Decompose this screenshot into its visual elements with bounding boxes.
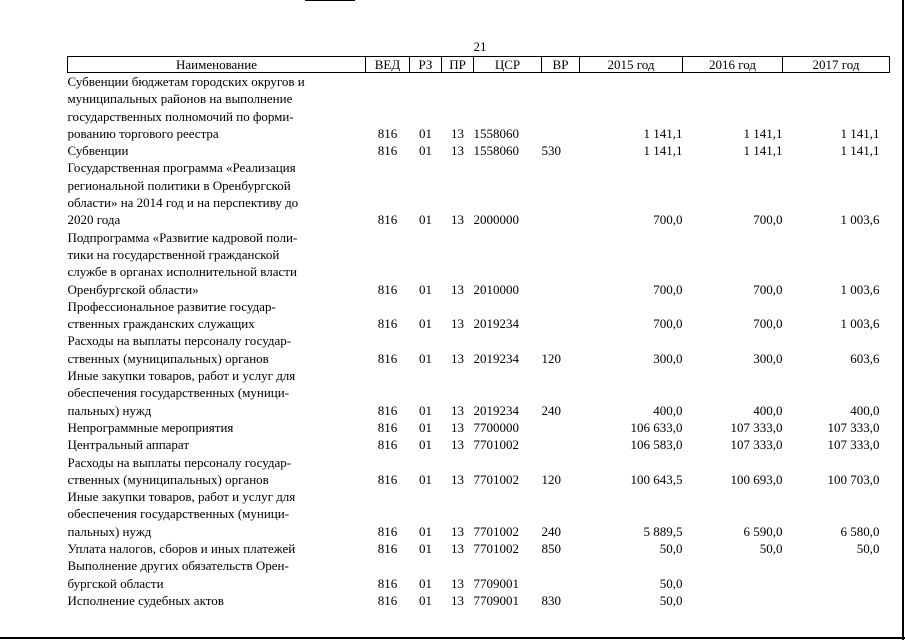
budget-table — [67, 56, 890, 609]
row-2015: 700,0 — [653, 212, 683, 228]
row-vr: 530 — [541, 143, 561, 159]
row-rz: 01 — [419, 541, 432, 557]
row-name-line: Центральный аппарат — [67, 437, 190, 453]
row-ved: 816 — [377, 143, 398, 159]
row-name-line: Иные закупки товаров, работ и услуг для — [67, 368, 296, 384]
row-name-line: рованию торгового реестра — [67, 125, 219, 141]
row-2015: 1 141,1 — [643, 143, 683, 159]
row-2017: 603,6 — [850, 350, 880, 366]
row-2017: 1 003,6 — [840, 316, 880, 332]
row-pr: 13 — [451, 125, 464, 141]
header-2016: 2016 год — [683, 57, 783, 73]
row-2017: 1 003,6 — [840, 281, 880, 297]
row-name-line: Выполнение других обязательств Орен- — [67, 558, 289, 574]
row-2015: 50,0 — [659, 592, 683, 608]
row-name — [68, 73, 366, 143]
row-name-line: Подпрограмма «Развитие кадровой поли- — [67, 229, 298, 245]
row-name-line: Исполнение судебных актов — [67, 592, 224, 608]
row-ved: 816 — [377, 471, 398, 487]
row-name-line: государственных полномочий по форми- — [67, 108, 294, 124]
row-ved: 816 — [377, 575, 398, 591]
row-name-line: Субвенции — [67, 143, 129, 159]
row-2016: 1 141,1 — [743, 125, 783, 141]
row-2016: 1 141,1 — [743, 143, 783, 159]
row-2015: 100 643,5 — [630, 471, 683, 487]
row-vr: 830 — [541, 592, 561, 608]
row-2017 — [783, 592, 890, 609]
row-2015: 700,0 — [653, 281, 683, 297]
row-rz: 01 — [419, 125, 432, 141]
row-name-line: Непрограммные мероприятия — [67, 419, 234, 435]
row-2016: 400,0 — [753, 402, 783, 418]
row-vr: 240 — [541, 523, 561, 539]
row-2017: 1 141,1 — [840, 125, 880, 141]
row-name-line: муниципальных районов на выполнение — [67, 91, 293, 107]
row-2017: 6 580,0 — [840, 523, 880, 539]
page-number: 21 — [473, 39, 487, 54]
row-pr: 13 — [451, 316, 464, 332]
header-rz: РЗ — [410, 57, 442, 73]
row-ved: 816 — [377, 350, 398, 366]
row-vr: 850 — [541, 541, 561, 557]
table-row — [68, 298, 890, 333]
row-vr — [542, 159, 580, 228]
row-vr — [542, 229, 580, 298]
row-name — [68, 298, 366, 333]
row-name-line: Профессиональное развитие государ- — [67, 298, 276, 314]
row-name-line: пальных) нужд — [67, 523, 152, 539]
row-rz: 01 — [419, 575, 432, 591]
table-row — [68, 419, 890, 436]
row-2017: 107 333,0 — [827, 437, 880, 453]
row-ved: 816 — [377, 592, 398, 608]
row-ved: 816 — [377, 281, 398, 297]
row-name — [68, 540, 366, 557]
row-pr: 13 — [451, 419, 464, 435]
row-rz: 01 — [419, 281, 432, 297]
row-vr — [542, 73, 580, 143]
row-csr: 7709001 — [473, 592, 519, 608]
row-pr: 13 — [451, 437, 464, 453]
table-row — [68, 367, 890, 419]
table-row — [68, 73, 890, 143]
row-name-line: ственных (муниципальных) органов — [67, 350, 269, 366]
row-csr: 2019234 — [473, 402, 519, 418]
row-2016: 50,0 — [759, 541, 783, 557]
row-2016: 300,0 — [753, 350, 783, 366]
row-2016: 107 333,0 — [730, 419, 783, 435]
table-row — [68, 332, 890, 367]
row-csr: 2010000 — [473, 281, 519, 297]
row-2015: 700,0 — [653, 316, 683, 332]
table-row — [68, 159, 890, 228]
table-row — [68, 557, 890, 592]
row-rz: 01 — [419, 419, 432, 435]
row-pr: 13 — [451, 541, 464, 557]
row-vr — [542, 298, 580, 333]
row-name — [68, 367, 366, 419]
row-vr — [542, 436, 580, 453]
top-rule — [305, 0, 355, 1]
header-ved: ВЕД — [366, 57, 410, 73]
row-csr: 7701002 — [473, 471, 519, 487]
row-rz: 01 — [419, 350, 432, 366]
row-ved: 816 — [377, 125, 398, 141]
row-name-line: ственных (муниципальных) органов — [67, 471, 269, 487]
row-ved: 816 — [377, 402, 398, 418]
table-row — [68, 488, 890, 540]
table-row — [68, 142, 890, 159]
row-name — [68, 332, 366, 367]
row-csr: 1558060 — [473, 125, 519, 141]
row-rz: 01 — [419, 316, 432, 332]
row-rz: 01 — [419, 212, 432, 228]
table-row — [68, 592, 890, 609]
row-rz: 01 — [419, 471, 432, 487]
row-csr: 7700000 — [473, 419, 519, 435]
row-csr: 2000000 — [473, 212, 519, 228]
row-2015: 106 583,0 — [630, 437, 683, 453]
row-2016 — [683, 557, 783, 592]
row-2017: 107 333,0 — [827, 419, 880, 435]
row-csr: 7701002 — [473, 437, 519, 453]
row-2016: 107 333,0 — [730, 437, 783, 453]
row-2017: 1 003,6 — [840, 212, 880, 228]
row-name — [68, 592, 366, 609]
header-pr: ПР — [442, 57, 474, 73]
row-2015: 106 633,0 — [630, 419, 683, 435]
row-name-line: обеспечения государственных (муници- — [67, 506, 290, 522]
row-pr: 13 — [451, 523, 464, 539]
row-2016: 700,0 — [753, 316, 783, 332]
row-pr: 13 — [451, 212, 464, 228]
row-2017: 100 703,0 — [827, 471, 880, 487]
row-vr: 120 — [541, 350, 561, 366]
row-rz: 01 — [419, 523, 432, 539]
row-name-line: Расходы на выплаты персоналу государ- — [67, 333, 292, 349]
row-name — [68, 436, 366, 453]
row-vr: 120 — [541, 471, 561, 487]
row-rz: 01 — [419, 402, 432, 418]
row-name — [68, 159, 366, 228]
row-pr: 13 — [451, 471, 464, 487]
header-vr: ВР — [542, 57, 580, 73]
row-2016 — [683, 592, 783, 609]
page-border-bottom — [0, 637, 905, 639]
header-row — [68, 57, 890, 73]
row-pr: 13 — [451, 143, 464, 159]
row-name-line: ственных гражданских служащих — [67, 316, 255, 332]
row-name-line: региональной политики в Оренбургской — [67, 177, 291, 193]
row-2015: 50,0 — [659, 541, 683, 557]
row-2015: 1 141,1 — [643, 125, 683, 141]
row-rz: 01 — [419, 437, 432, 453]
row-2016: 100 693,0 — [730, 471, 783, 487]
row-csr: 1558060 — [473, 143, 519, 159]
page-border-right — [902, 0, 904, 640]
row-name — [68, 454, 366, 489]
row-csr: 2019234 — [473, 316, 519, 332]
row-vr — [542, 557, 580, 592]
row-name-line: Субвенции бюджетам городских округов и — [67, 74, 305, 89]
row-2017: 1 141,1 — [840, 143, 880, 159]
row-pr: 13 — [451, 350, 464, 366]
row-2017: 400,0 — [850, 402, 880, 418]
row-ved: 816 — [377, 541, 398, 557]
row-name-line: службе в органах исполнительной власти — [67, 264, 297, 280]
table-row — [68, 436, 890, 453]
row-pr: 13 — [451, 575, 464, 591]
row-2016: 6 590,0 — [743, 523, 783, 539]
header-csr: ЦСР — [474, 57, 542, 73]
header-2015: 2015 год — [580, 57, 683, 73]
row-2015: 300,0 — [653, 350, 683, 366]
row-csr: 7701002 — [473, 541, 519, 557]
row-2015: 400,0 — [653, 402, 683, 418]
row-ved: 816 — [377, 523, 398, 539]
header-name: Наименование — [68, 57, 366, 73]
table-row — [68, 454, 890, 489]
row-name-line: Иные закупки товаров, работ и услуг для — [67, 489, 296, 505]
row-rz: 01 — [419, 592, 432, 608]
row-2016: 700,0 — [753, 212, 783, 228]
row-ved: 816 — [377, 419, 398, 435]
row-pr: 13 — [451, 592, 464, 608]
row-vr — [542, 419, 580, 436]
row-name — [68, 488, 366, 540]
row-csr: 2019234 — [473, 350, 519, 366]
row-2017 — [783, 557, 890, 592]
row-name-line: Расходы на выплаты персоналу государ- — [67, 454, 292, 470]
row-name-line: тики на государственной гражданской — [67, 246, 280, 262]
row-2016: 700,0 — [753, 281, 783, 297]
row-name-line: Уплата налогов, сборов и иных платежей — [67, 541, 296, 557]
row-pr: 13 — [451, 402, 464, 418]
row-ved: 816 — [377, 316, 398, 332]
table-row — [68, 229, 890, 298]
row-name-line: 2020 года — [67, 212, 121, 228]
row-name — [68, 419, 366, 436]
row-name-line: Государственная программа «Реализация — [67, 160, 296, 176]
row-2015: 5 889,5 — [643, 523, 683, 539]
row-name-line: области» на 2014 год и на перспективу до — [67, 195, 299, 211]
row-rz: 01 — [419, 143, 432, 159]
header-2017: 2017 год — [783, 57, 890, 73]
row-name — [68, 557, 366, 592]
row-name-line: бургской области — [67, 575, 164, 591]
row-ved: 816 — [377, 437, 398, 453]
row-name-line: Оренбургской области» — [67, 281, 199, 297]
row-ved: 816 — [377, 212, 398, 228]
row-name-line: обеспечения государственных (муници- — [67, 385, 290, 401]
row-vr: 240 — [541, 402, 561, 418]
row-name — [68, 142, 366, 159]
row-pr: 13 — [451, 281, 464, 297]
row-2015: 50,0 — [659, 575, 683, 591]
row-2017: 50,0 — [856, 541, 880, 557]
row-csr: 7701002 — [473, 523, 519, 539]
row-name-line: пальных) нужд — [67, 402, 152, 418]
row-csr: 7709001 — [473, 575, 519, 591]
row-name — [68, 229, 366, 298]
table-row — [68, 540, 890, 557]
